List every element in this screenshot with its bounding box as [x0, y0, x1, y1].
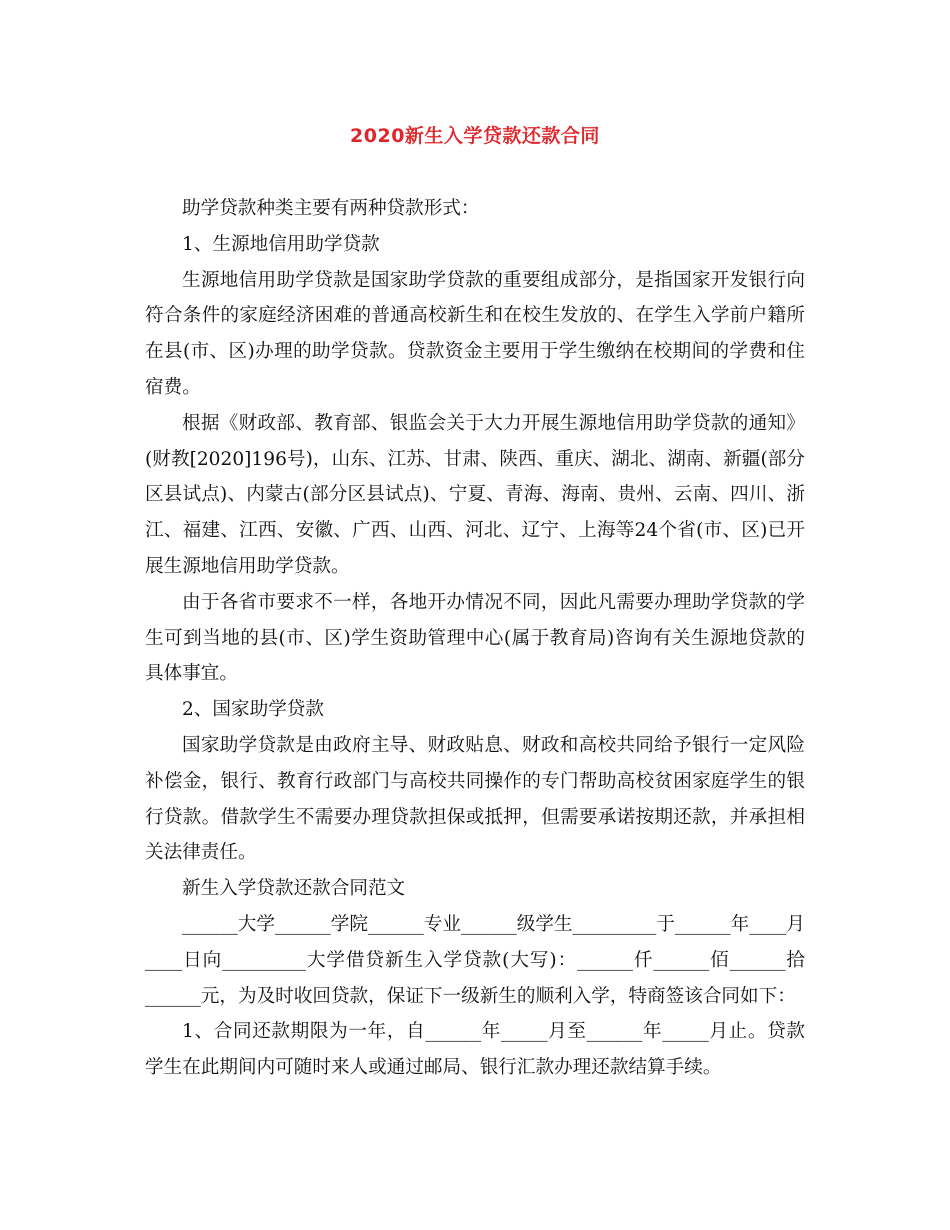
paragraph-origin-credit-loan-consult: 由于各省市要求不一样，各地开办情况不同，因此凡需要办理助学贷款的学生可到当地的县(市、区)学生资助管理中心(属于教育局)咨询有关生源地贷款的具体事宜。 — [145, 591, 805, 685]
heading-origin-credit-loan: 1、生源地信用助学贷款 — [182, 233, 380, 255]
paragraph-origin-credit-loan-definition: 生源地信用助学贷款是国家助学贷款的重要组成部分，是指国家开发银行向符合条件的家庭经济困难的普通高校新生和在校生发放的、在学生入学前户籍所在县(市、区)办理的助学贷款。贷款资金主要用于学生缴纳在校期间的学费和住宿费。 — [145, 269, 805, 398]
heading-national-loan: 2、国家助学贷款 — [182, 699, 324, 721]
document-title: 2020新生入学贷款还款合同 — [350, 125, 600, 147]
paragraph-national-loan-definition: 国家助学贷款是由政府主导、财政贴息、财政和高校共同给予银行一定风险补偿金，银行、教育行政部门与高校共同操作的专门帮助高校贫困家庭学生的银行贷款。借款学生不需要办理贷款担保或抵押，但需要承诺按期还款，并承担相关法律责任。 — [145, 734, 805, 864]
heading-contract-sample: 新生入学贷款还款合同范文 — [182, 878, 406, 900]
paragraph-contract-clause-1: 1、合同还款期限为一年，自______年_____月至______年_____月止。贷款学生在此期间内可随时来人或通过邮局、银行汇款办理还款结算手续。 — [145, 1021, 805, 1079]
paragraph-contract-preamble: ______大学______学院______专业______级学生_________于______年____月____日向_________大学借贷新生入学贷款(大写)：______仟______佰______拾______元，为及时收回贷款，保证下一级新生的顺利入学，特商签该合同如下： — [145, 913, 805, 1007]
paragraph-origin-credit-loan-notice: 根据《财政部、教育部、银监会关于大力开展生源地信用助学贷款的通知》(财教[2020]196号)，山东、江苏、甘肃、陕西、重庆、湖北、湖南、新疆(部分区县试点)、内蒙古(部分区县试点)、宁夏、青海、海南、贵州、云南、四川、浙江、福建、江西、安徽、广西、山西、河北、辽宁、上海等24个省(市、区)已开展生源地信用助学贷款。 — [145, 412, 805, 577]
document-body — [145, 191, 805, 1086]
paragraph-loan-types-intro: 助学贷款种类主要有两种贷款形式： — [182, 198, 480, 219]
